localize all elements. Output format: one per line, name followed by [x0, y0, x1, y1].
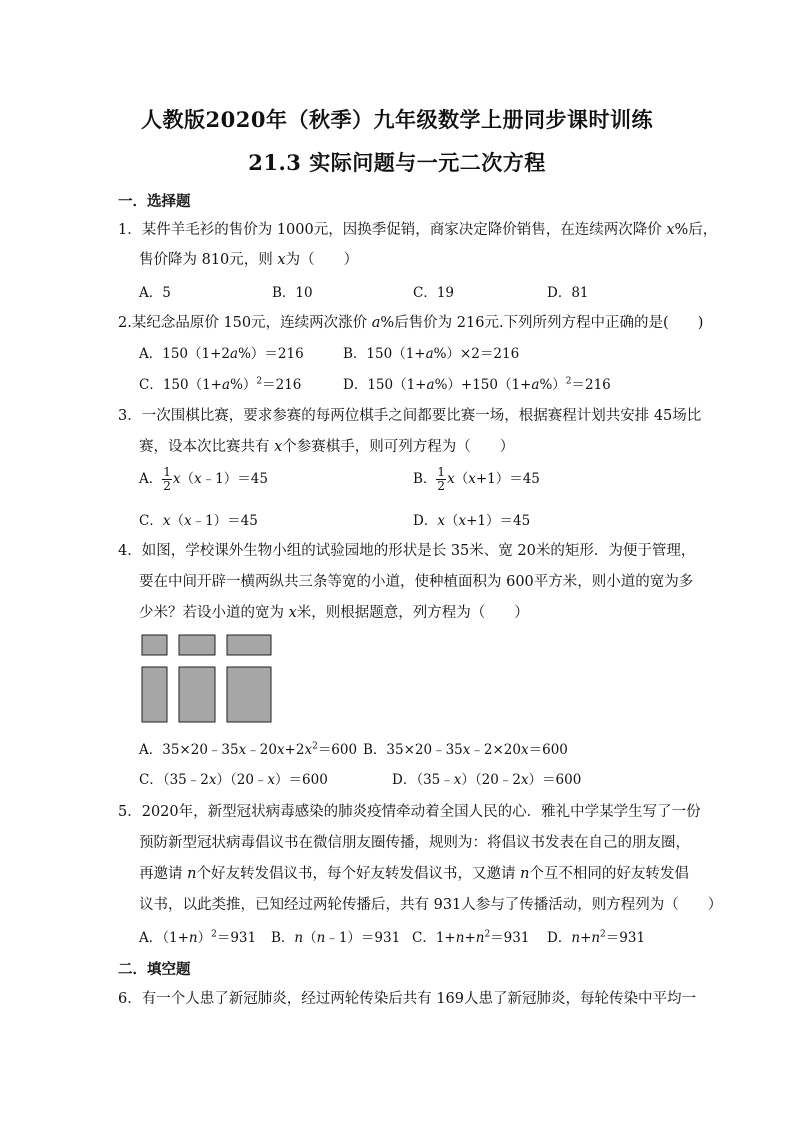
q4-option-b: B．35×20﹣35x﹣2×20x＝600 — [363, 742, 568, 758]
q3-option-a: A． $\frac{1}{2}$ x（x﹣1）＝45 — [139, 465, 268, 493]
q4-option-d: D．（35﹣x）（20﹣2x）＝600 — [392, 772, 582, 788]
q3-option-b: B． $\frac{1}{2}$ x（x+1）＝45 — [413, 465, 540, 493]
q1-option-b: B．10 — [272, 285, 313, 301]
document-title: 人教版2020年（秋季）九年级数学上册同步课时训练 — [141, 107, 653, 132]
q1-stem-line2: 售价降为 810元，则 x为（ ） — [139, 252, 359, 268]
garden-plot-top-right — [227, 635, 271, 655]
garden-figure — [141, 634, 273, 724]
section-fill-heading: 二．填空题 — [118, 961, 191, 978]
q5-stem-line2: 预防新型冠状病毒倡议书在微信朋友圈传播，规则为：将倡议书发表在自己的朋友圈， — [139, 835, 690, 851]
garden-plot-top-left — [142, 635, 167, 655]
section-choice-heading: 一．选择题 — [118, 193, 191, 210]
q4-stem-line3: 少米？若设小道的宽为 x米，则根据题意，列方程为（ ） — [139, 605, 529, 621]
q5-option-b: B．n（n﹣1）＝931 — [271, 930, 401, 946]
q5-stem-line3: 再邀请 n个好友转发倡议书，每个好友转发倡议书，又邀请 n个互不相同的好友转发倡 — [139, 866, 689, 882]
q5-option-d: D．$n+n^2=931$ — [547, 929, 646, 946]
q4-stem-line1: 4．如图，学校课外生物小组的试验园地的形状是长 35米、宽 20米的矩形．为便于管理， — [118, 543, 696, 559]
garden-plot-bottom-middle — [179, 667, 215, 722]
q6-stem-line1: 6．有一个人患了新冠肺炎，经过两轮传染后共有 169人患了新冠肺炎，每轮传染中平均一 — [118, 991, 697, 1007]
q1-option-d: D．81 — [547, 285, 589, 301]
q5-stem-line4: 议书，以此类推，已知经过两轮传播后，共有 931人参与了传播活动，则方程列为（ ） — [139, 897, 723, 913]
q5-option-c: C．$1+n+n^2=931$ — [412, 929, 530, 946]
garden-plot-bottom-right — [227, 667, 271, 722]
q3-stem-line1: 3．一次围棋比赛，要求参赛的每两位棋手之间都要比赛一场，根据赛程计划共安排 45场比 — [118, 408, 702, 424]
q2-stem: 2.某纪念品原价 150元，连续两次涨价 a%后售价为 216元.下列所列方程中正确的是( ) — [118, 315, 704, 331]
q3-option-d: D．x（x+1）＝45 — [413, 513, 531, 529]
q2-option-d: D．$150(1+a\%)+150(1+a\%)^2=216$ — [343, 376, 611, 393]
q2-option-a: A．150（1+2a%）＝216 — [139, 346, 304, 362]
fraction-one-half: $\frac{1}{2}$ — [437, 465, 446, 493]
q4-option-a: A．$35\times 20﹣35x﹣20x+2x^2=600$ — [139, 741, 358, 758]
document-subtitle: 21.3 实际问题与一元二次方程 — [248, 150, 546, 175]
q3-stem-line2: 赛，设本次比赛共有 x个参赛棋手，则可列方程为（ ） — [139, 439, 515, 455]
q5-stem-line1: 5．2020年，新型冠状病毒感染的肺炎疫情牵动着全国人民的心．雅礼中学某学生写了一份 — [118, 804, 701, 820]
q3-option-c: C．x（x﹣1）＝45 — [139, 513, 258, 529]
q1-stem-line1: 1．某件羊毛衫的售价为 1000元，因换季促销，商家决定降价销售，在连续两次降价 x%后， — [118, 222, 718, 238]
q5-option-a: A．$(1+n)^2=931$ — [139, 929, 257, 946]
q2-option-b: B．150（1+a%）×2＝216 — [343, 346, 520, 362]
garden-plot-top-middle — [179, 635, 215, 655]
q1-option-c: C．19 — [413, 285, 455, 301]
q4-option-c: C．（35﹣2x）（20﹣x）＝600 — [139, 772, 328, 788]
garden-plot-bottom-left — [142, 667, 167, 722]
fraction-one-half: $\frac{1}{2}$ — [163, 465, 171, 493]
q2-option-c: C．$150(1+a\%)^2=216$ — [139, 376, 302, 393]
q4-stem-line2: 要在中间开辟一横两纵共三条等宽的小道，使种植面积为 600平方米，则小道的宽为多 — [139, 574, 694, 590]
q1-option-a: A．5 — [139, 285, 171, 301]
